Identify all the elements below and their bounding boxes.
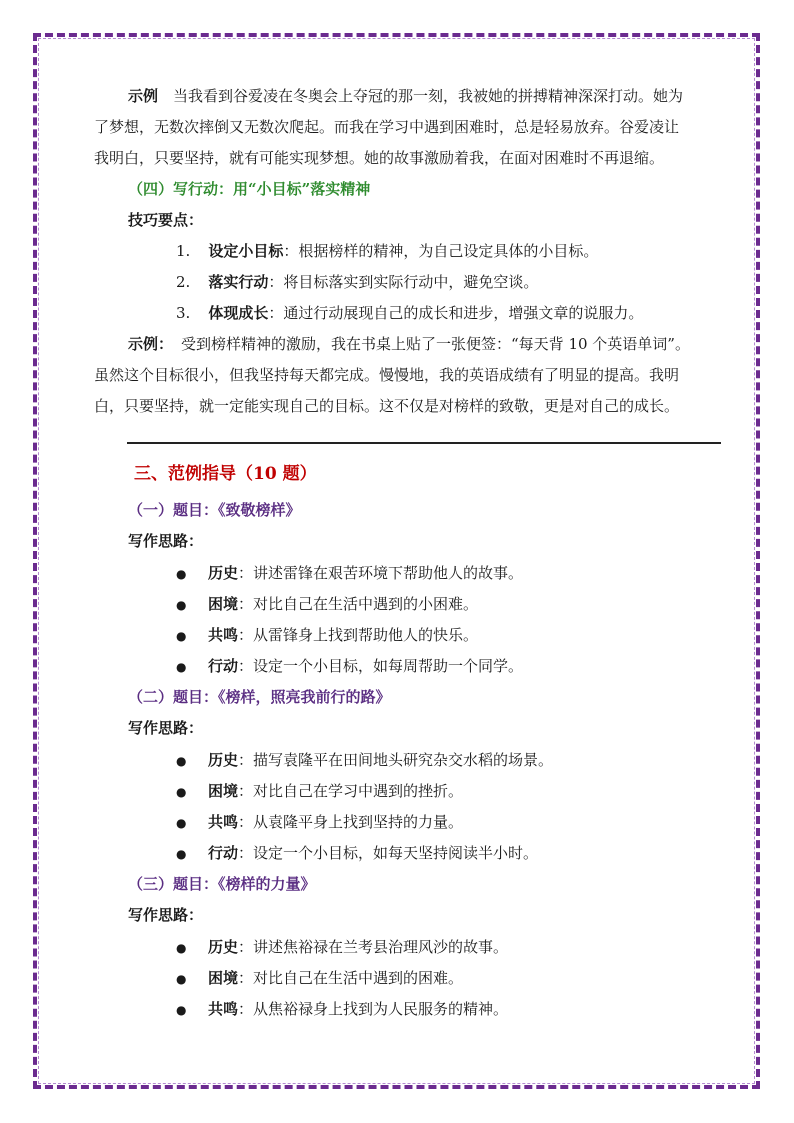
bullet-icon: ● (176, 785, 187, 799)
idea-point: 困境：对比自己在生活中遇到的小困难。 (208, 595, 479, 613)
tip-text: ：通过行动展现自己的成长和进步，增强文章的说服力。 (268, 304, 644, 322)
idea-point: 困境：对比自己在学习中遇到的挫折。 (208, 782, 464, 800)
example2-line-1 (128, 334, 690, 354)
bullet-icon: ● (176, 816, 187, 830)
example-text-1: 当我看到谷爱凌在冬奥会上夺冠的那一刻，我被她的拼搏精神深深打动。她为 (173, 87, 684, 105)
tip-term: 设定小目标 (208, 242, 284, 260)
topic-2-title-line (128, 687, 391, 707)
bullet-icon: ● (176, 972, 187, 986)
idea-point: 困境：对比自己在生活中遇到的困难。 (208, 969, 464, 987)
bullet-icon: ● (176, 598, 187, 612)
idea-point: 历史：讲述雷锋在艰苦环境下帮助他人的故事。 (208, 564, 524, 582)
example-label: 示例 (128, 87, 159, 105)
idea-point: 历史：描写袁隆平在田间地头研究杂交水稻的场景。 (208, 751, 554, 769)
tip-item-1 (176, 241, 598, 261)
example-paragraph-line-3: 我明白，只要坚持，就有可能实现梦想。她的故事激励着我，在面对困难时不再退缩。 (94, 149, 665, 167)
section-heading-examples: 三、范例指导（10 题） (134, 464, 317, 484)
example-paragraph-line-1 (128, 86, 683, 106)
idea-point: 共鸣：从袁隆平身上找到坚持的力量。 (208, 813, 464, 831)
tip-term: 体现成长 (208, 304, 269, 322)
example2-label: 示例： (128, 335, 174, 353)
topic-title: 《致敬榜样》 (218, 501, 301, 519)
topic-title: 《榜样，照亮我前行的路》 (218, 688, 391, 706)
bullet-icon: ● (176, 754, 187, 768)
example2-line-2: 虽然这个目标很小，但我坚持每天都完成。慢慢地，我的英语成绩有了明显的提高。我明 (94, 366, 680, 384)
bullet-icon: ● (176, 1003, 187, 1017)
topic-title: 《榜样的力量》 (218, 875, 316, 893)
writing-idea-label: 写作思路： (128, 532, 204, 550)
topic-1-title-line (128, 500, 301, 520)
topic-3-title-line (128, 874, 316, 894)
bullet-icon: ● (176, 629, 187, 643)
tip-number: 3. (176, 304, 191, 322)
idea-point: 历史：讲述焦裕禄在兰考县治理风沙的故事。 (208, 938, 509, 956)
topic-prefix: （二）题目： (128, 688, 219, 706)
idea-point: 行动：设定一个小目标，如每天坚持阅读半小时。 (208, 844, 539, 862)
topic-prefix: （三）题目： (128, 875, 219, 893)
idea-point: 行动：设定一个小目标，如每周帮助一个同学。 (208, 657, 524, 675)
writing-idea-label: 写作思路： (128, 719, 204, 737)
section-divider (127, 442, 721, 444)
idea-point: 共鸣：从雷锋身上找到帮助他人的快乐。 (208, 626, 479, 644)
tip-term: 落实行动 (208, 273, 269, 291)
topic-prefix: （一）题目： (128, 501, 219, 519)
tip-number: 1. (176, 242, 191, 260)
tip-text: ：根据榜样的精神，为自己设定具体的小目标。 (283, 242, 599, 260)
tip-number: 2. (176, 273, 191, 291)
bullet-icon: ● (176, 847, 187, 861)
tips-label: 技巧要点： (128, 211, 204, 229)
tip-item-2 (176, 272, 538, 292)
tip-text: ：将目标落实到实际行动中，避免空谈。 (268, 273, 539, 291)
idea-point: 共鸣：从焦裕禄身上找到为人民服务的精神。 (208, 1000, 509, 1018)
tip-item-3 (176, 303, 643, 323)
writing-idea-label: 写作思路： (128, 906, 204, 924)
bullet-icon: ● (176, 567, 187, 581)
example2-text-1: 受到榜样精神的激励，我在书桌上贴了一张便签：“每天背 10 个英语单词”。 (181, 335, 690, 353)
example2-line-3: 白，只要坚持，就一定能实现自己的目标。这不仅是对榜样的致敬，更是对自己的成长。 (94, 397, 680, 415)
example-paragraph-line-2: 了梦想，无数次摔倒又无数次爬起。而我在学习中遇到困难时，总是轻易放弃。谷爱凌让 (94, 118, 680, 136)
bullet-icon: ● (176, 660, 187, 674)
section-heading-part4: （四）写行动：用“小目标”落实精神 (128, 180, 371, 198)
bullet-icon: ● (176, 941, 187, 955)
